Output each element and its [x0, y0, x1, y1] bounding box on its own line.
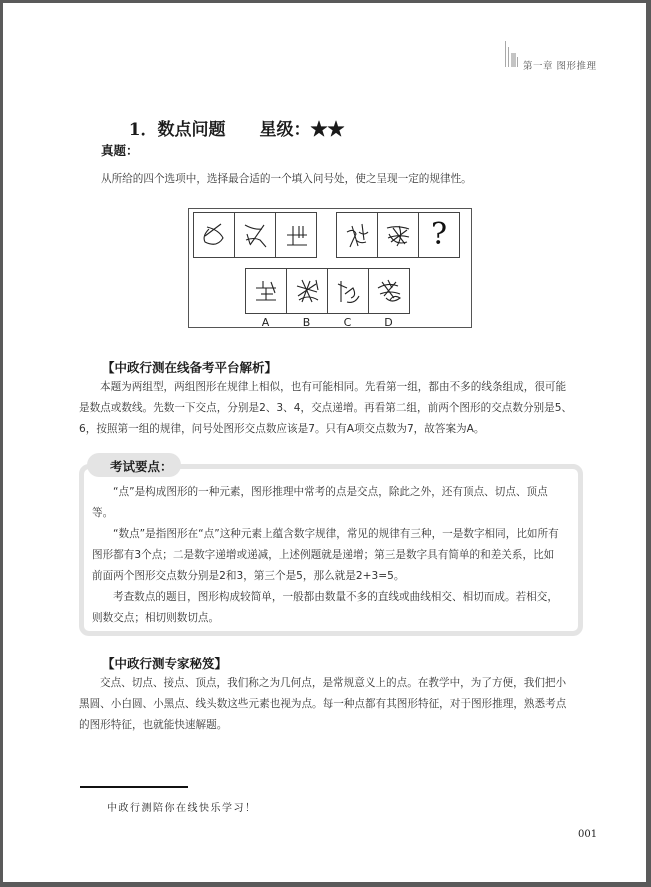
figure-cell-4	[337, 213, 378, 257]
line-figure-1	[199, 220, 229, 250]
expert-text: 交点、切点、接点、顶点，我们称之为几何点，是常规意义上的点。在教学中，为了方便，我们把小黑圆、小白圆、小黑点、线头数这些元素也视为点。每一种点都有其图形特征，对于图形推理，熟悉考点的图形特征，也就能快速解题。	[79, 677, 567, 731]
figure-cell-2	[235, 213, 276, 257]
figure-panel	[188, 208, 472, 328]
analysis-heading: 【中政行测在线备考平台解析】	[102, 360, 278, 375]
figure-cell-5	[378, 213, 419, 257]
option-d-figure[interactable]	[369, 269, 409, 313]
option-a-label: A	[261, 316, 270, 329]
bar-graph-icon	[505, 41, 519, 67]
footnote: 中政行测陪你在线快乐学习！	[107, 803, 257, 814]
figure-cell-question	[419, 213, 459, 257]
tip-paragraph: 考查数点的题目，图形构成较简单，一般都由数量不多的直线或曲线相交、相切而成。若相交，则数交点；相切则数切点。	[92, 591, 558, 624]
line-figure-2	[240, 220, 270, 250]
figure-cell-1	[194, 213, 235, 257]
line-figure-3	[281, 220, 311, 250]
chapter-header: 第一章 图形推理	[523, 61, 597, 72]
figure-group-1	[193, 212, 317, 258]
tip-paragraph: “数点”是指图形在“点”这种元素上蕴含数字规律，常见的规律有三种，一是数字相同，比如所有图形都有3个点；二是数字递增或递减，上述例题就是递增；第三是数字具有简单的和差关系，比如前面两个图形交点数分别是2和3，第三个是5，那么就是2+3=5。	[92, 528, 559, 582]
option-a-drawing	[251, 276, 281, 306]
page-number: 001	[578, 829, 598, 840]
option-d-drawing	[374, 276, 404, 306]
document-page	[3, 3, 646, 882]
section-title	[105, 95, 345, 160]
line-figure-4	[342, 220, 372, 250]
exam-tips-content	[92, 482, 564, 629]
question-prompt: 从所给的四个选项中，选择最合适的一个填入问号处，使之呈现一定的规律性。	[101, 173, 472, 185]
rating-label: 星级：	[259, 120, 311, 140]
section-title-text: 1．数点问题	[128, 120, 226, 140]
question-label: 真题：	[101, 143, 139, 158]
option-d-label: D	[384, 316, 393, 329]
rating-stars: ★★	[310, 120, 345, 140]
expert-heading: 【中政行测专家秘笈】	[102, 656, 228, 671]
tip-paragraph: “点”是构成图形的一种元素，图形推理中常考的点是交点，除此之外，还有顶点、切点、顶点等。	[92, 486, 548, 519]
line-figure-5	[383, 220, 413, 250]
option-c-drawing	[333, 276, 363, 306]
figure-cell-3	[276, 213, 316, 257]
option-b-label: B	[302, 316, 311, 329]
option-c-label: C	[343, 316, 352, 329]
footnote-divider	[80, 786, 188, 788]
option-c-figure[interactable]	[328, 269, 369, 313]
figure-group-2	[336, 212, 460, 258]
option-b-figure[interactable]	[287, 269, 328, 313]
question-mark: ?	[430, 217, 448, 252]
analysis-text: 本题为两组型，两组图形在规律上相似，也有可能相同。先看第一组，都由不多的线条组成，很可能是数点或数线。先数一下交点，分别是2、3、4，交点递增。再看第二组，前两个图形的交点数分别是5、6，按照第一组的规律，问号处图形交点数应该是7。只有A项交点数为7，故答案为A。	[79, 381, 573, 435]
answer-options	[245, 268, 410, 314]
option-a-figure[interactable]	[246, 269, 287, 313]
option-b-drawing	[292, 276, 322, 306]
exam-tips-heading: 考试要点：	[110, 459, 173, 474]
